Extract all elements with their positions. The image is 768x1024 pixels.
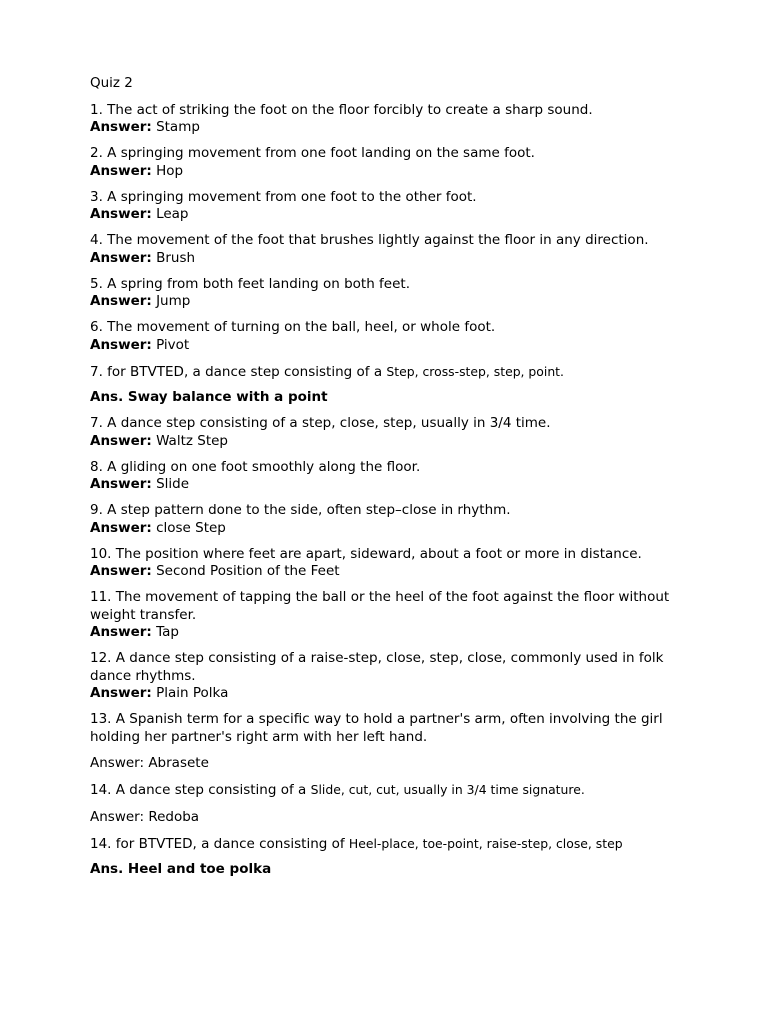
answer-label: Answer: [90, 119, 152, 135]
bold-answer: Ans. Sway balance with a point [90, 389, 328, 405]
answer-label: Answer: [90, 162, 152, 179]
question-steps: Step, cross-step, step, point. [386, 363, 564, 379]
answer-text: Plain Polka [151, 685, 229, 701]
quiz-title: Quiz 2 [90, 75, 133, 91]
quiz-item [90, 546, 680, 581]
question-text: 7. A dance step consisting of a step, close, step, usually in 3/4 time. [90, 415, 551, 431]
answer-text: Slide [151, 476, 190, 492]
question-text: 3. A springing movement from one foot to the other foot. [90, 188, 477, 205]
answer-line [90, 624, 680, 642]
question-text [90, 835, 680, 854]
question-text: 2. A springing movement from one foot landing on the same foot. [90, 145, 535, 161]
answer-text: close Step [151, 519, 226, 536]
quiz-item [90, 502, 680, 537]
question-prefix: 14. for BTVTED, a dance consisting of [90, 835, 349, 852]
answer-line [90, 520, 680, 538]
answer-line [90, 563, 680, 581]
answer-line [90, 119, 680, 137]
answer-line: Answer: Abrasete [90, 755, 209, 771]
answer-label: Answer: [90, 563, 152, 579]
answer-label: Answer: [90, 476, 152, 492]
answer-label: Answer: [90, 432, 152, 449]
answer-text: Leap [151, 206, 189, 222]
question-prefix: 14. A dance step consisting of a [90, 782, 311, 798]
bold-answer: Ans. Heel and toe polka [90, 861, 272, 877]
answer-label: Answer: [90, 249, 152, 266]
quiz-item [90, 145, 680, 180]
question-text: 13. A Spanish term for a specific way to hold a partner's arm, often involving the girl holding her partner's right arm with her left hand. [90, 711, 663, 745]
answer-text: Tap [151, 624, 179, 640]
question-text [90, 363, 680, 382]
btvted-item [90, 363, 680, 407]
answer-line [90, 250, 680, 268]
answer-line: Answer: Redoba [90, 808, 200, 825]
quiz-item [90, 711, 680, 773]
answer-text: Stamp [151, 119, 200, 135]
quiz-item [90, 781, 680, 826]
quiz-item [90, 415, 680, 450]
question-text: 6. The movement of turning on the ball, heel, or whole foot. [90, 319, 496, 335]
answer-label: Answer: [90, 293, 152, 309]
answer-text: Brush [151, 249, 196, 266]
btvted-item [90, 835, 680, 879]
answer-label: Answer: [90, 685, 152, 701]
answer-label: Answer: [90, 624, 152, 640]
answer-line [90, 433, 680, 451]
answer-line [90, 337, 680, 355]
answer-label: Answer: [90, 206, 152, 222]
answer-text: Waltz Step [151, 432, 228, 449]
quiz-item [90, 319, 680, 354]
answer-text: Jump [151, 293, 191, 309]
question-prefix: 7. for BTVTED, a dance step consisting of a [90, 363, 387, 380]
answer-line [90, 206, 680, 224]
answer-text: Pivot [151, 336, 190, 353]
quiz-item [90, 102, 680, 137]
answer-text: Second Position of the Feet [151, 563, 340, 579]
answer-label: Answer: [90, 519, 152, 536]
answer-text: Hop [151, 162, 184, 179]
answer-line [90, 163, 680, 181]
question-text: 9. A step pattern done to the side, often step–close in rhythm. [90, 502, 511, 518]
answer-line [90, 685, 680, 703]
quiz-item [90, 276, 680, 311]
quiz-item [90, 189, 680, 224]
question-text: 5. A spring from both feet landing on both feet. [90, 275, 410, 292]
answer-line [90, 293, 680, 311]
question-text: 12. A dance step consisting of a raise-step, close, step, close, commonly used in folk dance rhythms. [90, 650, 664, 684]
question-text: 11. The movement of tapping the ball or the heel of the foot against the floor without weight transfer. [90, 589, 670, 623]
question-text: 8. A gliding on one foot smoothly along the floor. [90, 458, 421, 475]
answer-label: Answer: [90, 336, 152, 353]
question-steps: Slide, cut, cut, usually in 3/4 time signature. [310, 782, 585, 797]
question-text [90, 781, 680, 800]
quiz-item [90, 232, 680, 267]
document-page [90, 75, 680, 887]
question-text: 4. The movement of the foot that brushes lightly against the floor in any direction. [90, 232, 649, 248]
question-text: 10. The position where feet are apart, sideward, about a foot or more in distance. [90, 545, 642, 562]
answer-line [90, 476, 680, 494]
question-text: 1. The act of striking the foot on the floor forcibly to create a sharp sound. [90, 101, 593, 118]
quiz-item [90, 589, 680, 642]
quiz-item [90, 459, 680, 494]
question-steps: Heel-place, toe-point, raise-step, close, step [348, 835, 623, 851]
quiz-item [90, 650, 680, 703]
